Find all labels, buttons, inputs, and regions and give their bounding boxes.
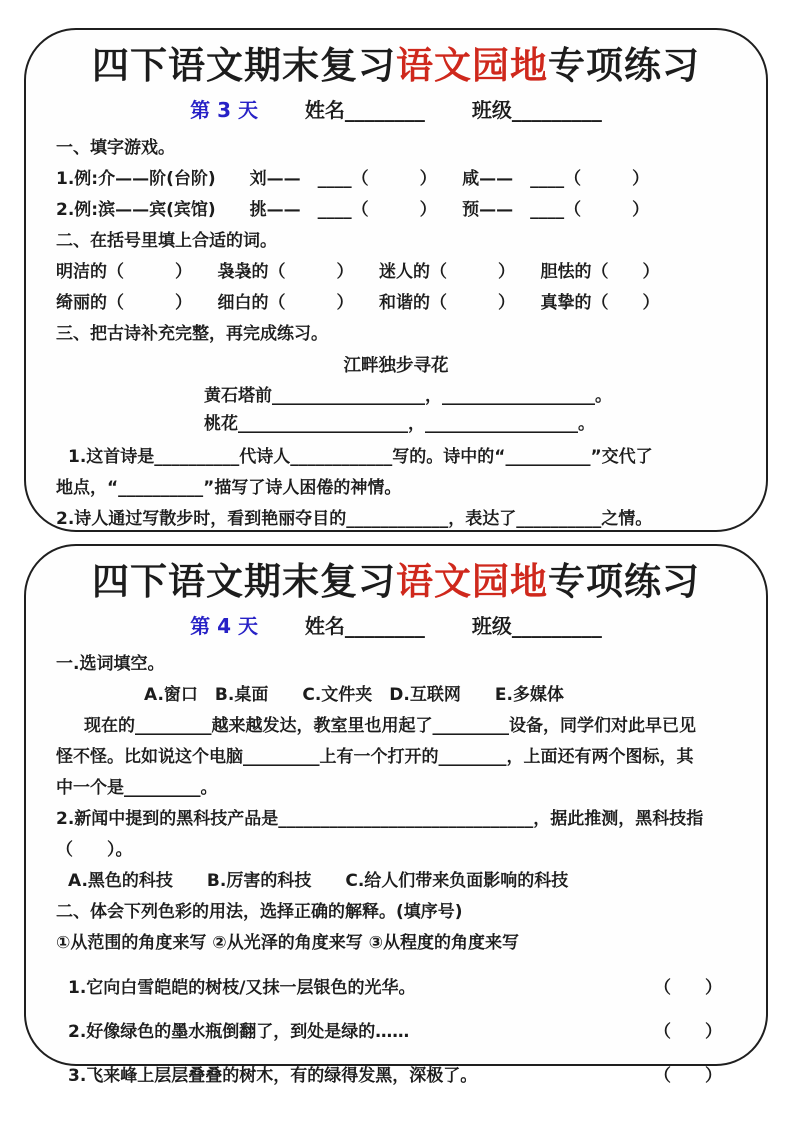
answer-paren: （ ） <box>654 1022 722 1043</box>
fill-char-example-1: 1.例:介——阶(台阶) 刘—— ____（ ） 咸—— ____（ ） <box>56 169 650 190</box>
name-blank: ________ <box>344 98 425 123</box>
class-label: 班级 <box>471 98 512 123</box>
color-item-text: 3.飞来峰上层层叠叠的树木，有的绿得发黑，深极了。 <box>68 1066 478 1087</box>
class-blank: _________ <box>511 614 602 639</box>
color-item-text: 2.好像绿色的墨水瓶倒翻了，到处是绿的…… <box>68 1022 410 1043</box>
title-part-highlight: 语文园地 <box>396 560 548 603</box>
color-item-row <box>56 1017 736 1047</box>
color-item-text: 1.它向白雪皑皑的树枝/又抹一层银色的光华。 <box>68 978 416 999</box>
name-label: 姓名 <box>304 614 345 639</box>
news-question-line1: 2.新闻中提到的黑科技产品是______________________________，据此推测，黑科技指 <box>56 809 704 830</box>
word-fill-row-1: 明洁的（ ） 袅袅的（ ） 迷人的（ ） 胆怯的（ ） <box>56 262 660 283</box>
fill-char-example-2: 2.例:滨——宾(宾馆) 挑—— ____（ ） 预—— ____（ ） <box>56 200 650 221</box>
section2-heading: 二、在括号里填上合适的词。 <box>56 231 277 252</box>
numbered-hints: ①从范围的角度来写 ②从光泽的角度来写 ③从程度的角度来写 <box>56 933 520 954</box>
subtitle-row <box>56 94 736 123</box>
poem-question1-line1: 1.这首诗是__________代诗人____________写的。诗中的“__________”交代了 <box>68 447 653 468</box>
title-part-highlight: 语文园地 <box>396 44 548 87</box>
page-title <box>56 44 736 88</box>
title-part-post: 专项练习 <box>548 44 700 87</box>
title-part-pre: 四下语文期末复习 <box>92 560 396 603</box>
class-blank: _________ <box>511 98 602 123</box>
poem-line-1: 黄石塔前__________________，__________________。 <box>204 386 612 407</box>
answer-paren: （ ） <box>654 1066 722 1087</box>
cloze-paragraph-line1: 现在的_________越来越发达，教室里也用起了_________设备，同学们对此早已见 <box>84 716 696 737</box>
poem-question1-line2: 地点，“__________”描写了诗人困倦的神情。 <box>56 478 402 499</box>
name-label: 姓名 <box>304 98 345 123</box>
day-badge: 第 4 天 <box>190 614 258 639</box>
cloze-paragraph-line3: 中一个是_________。 <box>56 778 218 799</box>
section2-heading: 二、体会下列色彩的用法，选择正确的解释。(填序号) <box>56 902 463 923</box>
day-badge: 第 3 天 <box>190 98 258 123</box>
news-question-line2: （ ）。 <box>56 840 133 861</box>
word-fill-row-2: 绮丽的（ ） 细白的（ ） 和谐的（ ） 真挚的（ ） <box>56 293 660 314</box>
title-part-post: 专项练习 <box>548 560 700 603</box>
class-label: 班级 <box>471 614 512 639</box>
abc-options: A.黑色的科技 B.厉害的科技 C.给人们带来负面影响的科技 <box>68 871 569 892</box>
color-item-row <box>56 973 736 1003</box>
name-blank: ________ <box>344 614 425 639</box>
color-item-row <box>56 1061 736 1091</box>
poem-line-2: 桃花____________________，__________________。 <box>204 414 595 435</box>
worksheet-card-day3 <box>24 28 768 532</box>
section3-heading: 三、把古诗补充完整，再完成练习。 <box>56 324 328 345</box>
cloze-paragraph-line2: 怪不怪。比如说这个电脑_________上有一个打开的________，上面还有两个图标，其 <box>56 747 694 768</box>
page-title <box>56 560 736 604</box>
word-options: A.窗口 B.桌面 C.文件夹 D.互联网 E.多媒体 <box>144 685 564 706</box>
title-part-pre: 四下语文期末复习 <box>92 44 396 87</box>
section1-heading: 一.选词填空。 <box>56 654 165 675</box>
section1-heading: 一、填字游戏。 <box>56 138 175 159</box>
poem-title: 江畔独步寻花 <box>343 356 449 377</box>
answer-paren: （ ） <box>654 978 722 999</box>
worksheet-card-day4 <box>24 544 768 1087</box>
subtitle-row <box>56 610 736 639</box>
poem-question2: 2.诗人通过写散步时，看到艳丽夺目的____________，表达了__________之情。 <box>56 509 653 530</box>
